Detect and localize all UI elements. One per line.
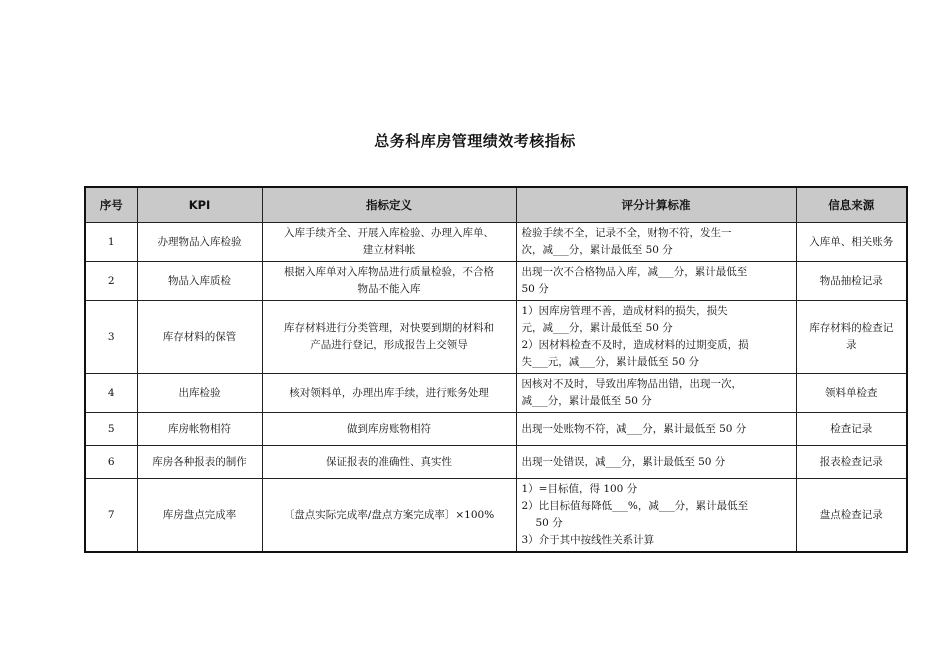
row-no: 7 (85, 479, 137, 553)
row-criteria (516, 262, 796, 301)
source-line: 录 (846, 339, 857, 351)
page-title: 总务科库房管理绩效考核指标 (374, 132, 576, 150)
row-criteria (516, 479, 796, 553)
criteria-line: 3）介于其中按线性关系计算 (521, 534, 655, 546)
criteria-line: 出现一处账物不符，减___分，累计最低至 50 分 (521, 422, 747, 435)
row-kpi: 库房帐物相符 (137, 413, 262, 446)
row-no: 4 (85, 374, 137, 413)
row-criteria (516, 413, 796, 446)
row-criteria (516, 301, 796, 374)
criteria-line: 次，减___分，累计最低至 50 分 (521, 244, 673, 256)
row-source: 检查记录 (796, 413, 907, 446)
definition-line: 核对领料单，办理出库手续，进行账务处理 (289, 386, 489, 399)
row-no: 2 (85, 262, 137, 301)
criteria-line: 出现一处错误，减___分，累计最低至 50 分 (521, 455, 726, 468)
row-no: 1 (85, 223, 137, 262)
criteria-line: 减___分，累计最低至 50 分 (521, 395, 652, 407)
row-definition (262, 479, 516, 553)
row-criteria (516, 223, 796, 262)
header-source: 信息来源 (796, 187, 907, 223)
row-source: 报表检查记录 (796, 446, 907, 479)
table-row (85, 262, 907, 301)
row-source: 领料单检查 (796, 374, 907, 413)
criteria-line: 失___元，减___分，累计最低至 50 分 (521, 356, 700, 368)
row-definition (262, 301, 516, 374)
header-no: 序号 (85, 187, 137, 223)
row-no: 3 (85, 301, 137, 374)
table-row (85, 223, 907, 262)
criteria-line: 50 分 (535, 517, 563, 529)
definition-line: 入库手续齐全、开展入库检验、办理入库单、 (284, 227, 494, 239)
criteria-line: 2）因材料检查不及时，造成材料的过期变质，损 (521, 339, 749, 351)
kpi-table (84, 186, 908, 553)
row-kpi: 库存材料的保管 (137, 301, 262, 374)
criteria-line: 2）比目标值每降低___%，减___分，累计最低至 (521, 500, 749, 512)
row-no: 5 (85, 413, 137, 446)
criteria-line: 50 分 (521, 283, 549, 295)
criteria-line: 元，减___分，累计最低至 50 分 (521, 322, 673, 334)
row-kpi: 出库检验 (137, 374, 262, 413)
criteria-line: 出现一次不合格物品入库，减___分，累计最低至 (521, 266, 748, 278)
definition-line: 产品进行登记，形成报告上交领导 (310, 339, 468, 351)
row-no: 6 (85, 446, 137, 479)
row-criteria (516, 374, 796, 413)
criteria-line: 检验手续不全，记录不全，财物不符，发生一 (521, 227, 732, 239)
table-row (85, 413, 907, 446)
definition-line: 根据入库单对入库物品进行质量检验，不合格 (284, 266, 494, 278)
row-definition (262, 223, 516, 262)
criteria-line: 1）因库房管理不善，造成材料的损失，损失 (521, 305, 728, 317)
row-kpi: 库房各种报表的制作 (137, 446, 262, 479)
row-source: 入库单、相关账务 (796, 223, 907, 262)
source-line: 库存材料的检查记 (809, 322, 894, 334)
criteria-line: 因核对不及时，导致出库物品出错，出现一次， (521, 378, 742, 390)
definition-line: 物品不能入库 (357, 283, 421, 295)
header-kpi: KPI (137, 187, 262, 223)
table-row (85, 301, 907, 374)
table-row (85, 374, 907, 413)
row-criteria (516, 446, 796, 479)
row-source: 物品抽检记录 (796, 262, 907, 301)
definition-line: 〔盘点实际完成率/盘点方案完成率〕×100% (283, 508, 495, 521)
header-criteria: 评分计算标准 (516, 187, 796, 223)
definition-line: 库存材料进行分类管理，对快要到期的材料和 (284, 322, 494, 334)
definition-line: 做到库房账物相符 (347, 422, 431, 435)
row-definition (262, 413, 516, 446)
definition-line: 建立材料帐 (362, 244, 416, 256)
table-header-row (85, 187, 907, 223)
row-kpi: 库房盘点完成率 (137, 479, 262, 553)
row-definition (262, 374, 516, 413)
definition-line: 保证报表的准确性、真实性 (326, 455, 452, 468)
row-source (796, 301, 907, 374)
row-definition (262, 262, 516, 301)
table-row (85, 479, 907, 553)
row-source: 盘点检查记录 (796, 479, 907, 553)
row-kpi: 物品入库质检 (137, 262, 262, 301)
row-definition (262, 446, 516, 479)
criteria-line: 1）=目标值，得 100 分 (521, 483, 638, 495)
header-definition: 指标定义 (262, 187, 516, 223)
row-kpi: 办理物品入库检验 (137, 223, 262, 262)
table-row (85, 446, 907, 479)
